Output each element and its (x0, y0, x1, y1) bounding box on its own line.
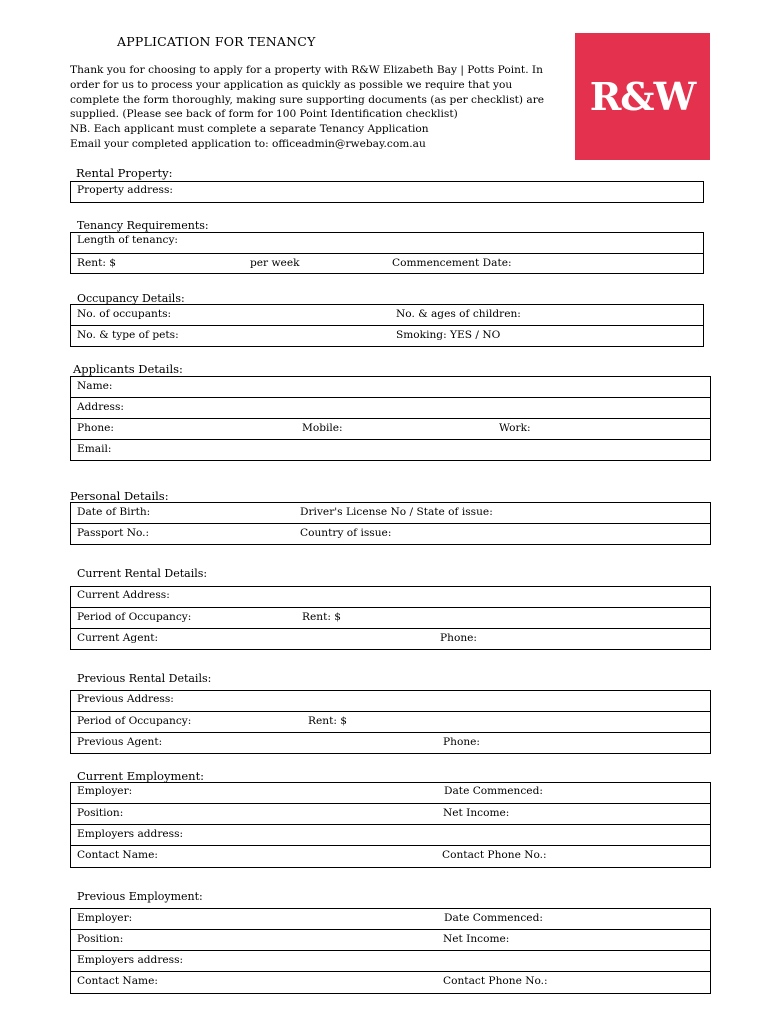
field-row[interactable] (71, 233, 703, 254)
name-label: Name: (77, 380, 113, 392)
position-label: Position: (77, 807, 124, 819)
children-label: No. & ages of children: (396, 308, 521, 320)
section-heading-previous-employment: Previous Employment: (77, 890, 203, 903)
commencement-date-label: Commencement Date: (392, 257, 512, 269)
agent-phone-label: Phone: (440, 632, 477, 644)
agent-phone-label: Phone: (443, 736, 480, 748)
email-label: Email: (77, 443, 112, 455)
field-row[interactable] (71, 524, 710, 545)
country-label: Country of issue: (300, 527, 392, 539)
intro-line: NB. Each applicant must complete a separate Tenancy Application (70, 123, 429, 136)
net-income-label: Net Income: (443, 807, 510, 819)
field-row[interactable] (71, 804, 710, 825)
current-employment-box (70, 782, 711, 868)
pets-label: No. & type of pets: (77, 329, 179, 341)
field-row[interactable] (71, 783, 710, 804)
previous-address-label: Previous Address: (77, 693, 174, 705)
license-label: Driver's License No / State of issue: (300, 506, 493, 518)
section-heading-rental-property: Rental Property: (76, 166, 173, 180)
current-agent-label: Current Agent: (77, 632, 159, 644)
personal-box (70, 502, 711, 545)
field-row[interactable] (71, 733, 710, 754)
previous-employment-box (70, 908, 711, 994)
field-row[interactable] (71, 419, 710, 440)
field-row[interactable] (71, 377, 710, 398)
section-heading-tenancy: Tenancy Requirements: (77, 219, 209, 232)
field-row[interactable] (71, 691, 710, 712)
passport-label: Passport No.: (77, 527, 150, 539)
applicant-box (70, 376, 711, 461)
section-heading-previous-rental: Previous Rental Details: (77, 672, 212, 685)
section-heading-personal: Personal Details: (70, 489, 169, 503)
intro-text (70, 63, 565, 152)
dob-label: Date of Birth: (77, 506, 151, 518)
field-row[interactable] (71, 951, 710, 972)
work-label: Work: (499, 422, 531, 434)
field-row[interactable] (71, 825, 710, 846)
current-address-label: Current Address: (77, 589, 170, 601)
occupancy-box (70, 304, 704, 347)
field-row[interactable] (71, 972, 710, 993)
tenancy-box (70, 232, 704, 274)
date-commenced-label: Date Commenced: (444, 912, 543, 924)
rent-label: Rent: $ (302, 611, 342, 623)
position-label: Position: (77, 933, 124, 945)
rent-label: Rent: $ (308, 715, 348, 727)
field-row[interactable] (71, 629, 710, 650)
intro-line: Thank you for choosing to apply for a property with R&W Elizabeth Bay | Potts Point. In (70, 64, 543, 76)
net-income-label: Net Income: (443, 933, 510, 945)
length-of-tenancy-label: Length of tenancy: (77, 234, 178, 246)
rent-label: Rent: $ (77, 257, 117, 269)
field-row[interactable] (71, 587, 710, 608)
period-occupancy-label: Period of Occupancy: (77, 611, 192, 623)
section-heading-current-employment: Current Employment: (77, 769, 205, 783)
contact-phone-label: Contact Phone No.: (442, 849, 547, 861)
mobile-label: Mobile: (302, 422, 343, 434)
contact-phone-label: Contact Phone No.: (443, 975, 548, 987)
employer-label: Employer: (77, 912, 133, 924)
field-row[interactable] (71, 608, 710, 629)
per-week-label: per week (250, 257, 300, 269)
address-label: Address: (77, 401, 124, 413)
page-title: APPLICATION FOR TENANCY (117, 34, 316, 49)
employer-label: Employer: (77, 785, 133, 797)
employer-address-label: Employers address: (77, 954, 184, 966)
section-heading-applicant: Applicants Details: (73, 362, 183, 376)
date-commenced-label: Date Commenced: (444, 785, 543, 797)
field-row[interactable] (71, 440, 710, 461)
smoking-label: Smoking: YES / NO (396, 329, 501, 341)
field-row[interactable] (71, 254, 703, 275)
field-row[interactable] (71, 182, 703, 202)
brand-logo (575, 33, 710, 160)
property-address-label: Property address: (77, 184, 173, 196)
intro-line: complete the form thoroughly, making sure supporting documents (as per checklist) are (70, 93, 545, 106)
previous-rental-box (70, 690, 711, 754)
contact-name-label: Contact Name: (77, 975, 158, 987)
field-row[interactable] (71, 305, 703, 326)
current-rental-box (70, 586, 711, 650)
field-row[interactable] (71, 930, 710, 951)
field-row[interactable] (71, 846, 710, 867)
rental-property-box (70, 181, 704, 203)
field-row[interactable] (71, 398, 710, 419)
intro-line: order for us to process your application as quickly as possible we require that you (70, 78, 513, 91)
field-row[interactable] (71, 503, 710, 524)
field-row[interactable] (71, 326, 703, 347)
previous-agent-label: Previous Agent: (77, 736, 163, 748)
employer-address-label: Employers address: (77, 828, 184, 840)
phone-label: Phone: (77, 422, 114, 434)
section-heading-current-rental: Current Rental Details: (77, 567, 208, 580)
intro-line: Email your completed application to: officeadmin@rwebay.com.au (70, 137, 426, 150)
field-row[interactable] (71, 712, 710, 733)
field-row[interactable] (71, 909, 710, 930)
occupants-label: No. of occupants: (77, 308, 172, 320)
section-heading-occupancy: Occupancy Details: (77, 292, 185, 305)
intro-line: supplied. (Please see back of form for 100 Point Identification checklist) (70, 108, 458, 121)
contact-name-label: Contact Name: (77, 849, 158, 861)
logo-text: R&W (589, 74, 696, 119)
period-occupancy-label: Period of Occupancy: (77, 715, 192, 727)
